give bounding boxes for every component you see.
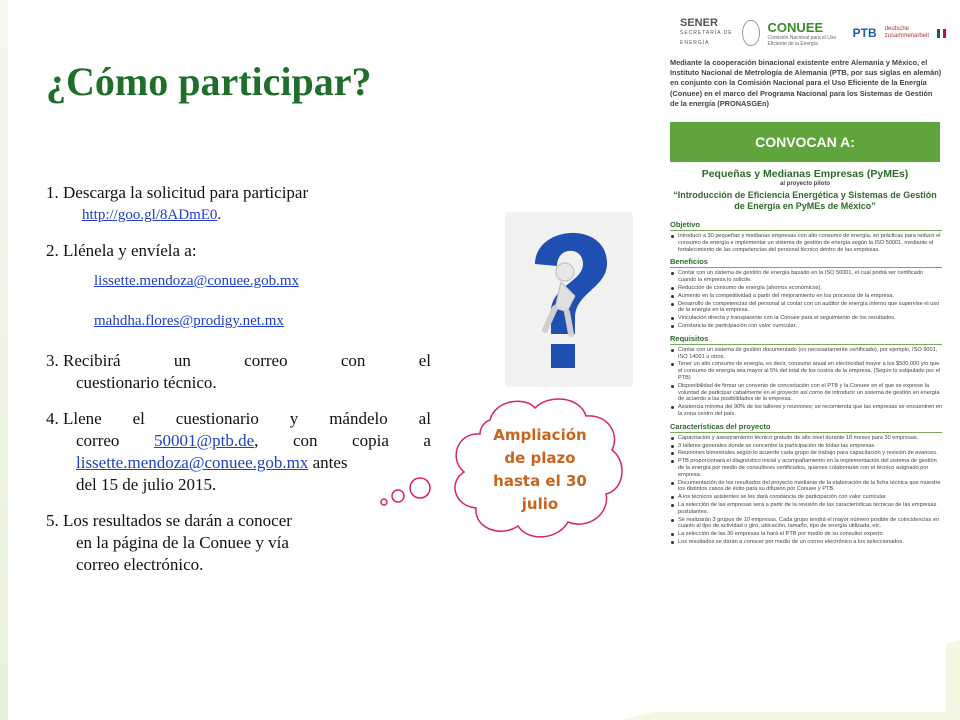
pymes-heading [670, 168, 940, 212]
mexico-seal-icon [742, 20, 759, 46]
list-item: Asistencia mínima del 90% de los talleres y reuniones; se recomienda que las empresas se encuentren en la zona centro del país. [678, 404, 942, 417]
step-1-period: . [217, 207, 222, 223]
list-item: Documentación de los resultados del proyecto mediante de la elaboración de la ficha técnica que muestre los distintos casos de éxito para su difusión por Conuee y PTB. [678, 479, 941, 493]
step-4-comma: , [254, 431, 259, 450]
email-link-lissette[interactable]: lissette.mendoza@conuee.gob.mx [94, 273, 300, 289]
list-item: Reducción de consumo de energía (ahorros económicos). [678, 285, 942, 292]
announcement-document [650, 8, 946, 712]
step-4-word: y [289, 409, 299, 428]
step-3 [46, 350, 431, 394]
step-3-word: con [340, 351, 366, 370]
step-4-word: cuestionario [175, 409, 259, 428]
callout-line-2: de plazo [504, 449, 576, 467]
sener-logo-text: SENER [680, 17, 718, 29]
list-item: A los técnicos asistentes se les dará constancia de participación con valor curricular. [678, 494, 942, 501]
section-objetivo [670, 220, 942, 253]
list-item: Los resultados se darán a conocer por medio de un correo electrónico a los seleccionados. [678, 539, 942, 546]
step-5 [46, 510, 431, 576]
step-2-text: Llénela y envíela a: [63, 241, 197, 260]
list-item: Tener un alto consumo de energía, es decir, consumo anual en electricidad mayor a los $500,000 y/o que el consumo de energía sea mayor al 5% del total de los costos de la empresa. (Según lo estipulado por el PTB) [678, 361, 941, 381]
step-4-word: a [423, 431, 431, 450]
logo-bar [650, 8, 946, 58]
callout-line-4: julio [521, 495, 559, 513]
list-item: La selección de las empresas será a partir de la revisión de las características técnicas de las empresas postulantes. [678, 502, 942, 516]
section-title: Beneficios [670, 257, 942, 268]
step-4-word: antes [312, 453, 348, 472]
step-5-line-2: en la página de la Conuee y vía [76, 533, 289, 552]
list-item: Reuniones bimestrales según lo acuerde cada grupo de trabajo para capacitación y revisión de avances. [678, 450, 942, 457]
list-item: Disponibilidad de firmar un convenio de concertación con el PTB y la Conuee en el que se exprese la voluntad de participar cabalmente en el proyecto así como de introducir un sistema de gestión en energía de acuerdo a las posibilidades de la empresa. [678, 383, 942, 403]
step-4-word: con [292, 431, 318, 450]
step-5-line-1: Los resultados se darán a conocer [63, 511, 292, 530]
question-mark-figure [505, 212, 633, 387]
step-1-text: Descarga la solicitud para participar [63, 183, 309, 202]
step-4-word: mándelo [329, 409, 388, 428]
convocan-banner: CONVOCAN A: [670, 122, 940, 162]
step-3-word: Recibirá [63, 351, 121, 370]
list-item: Se realizarán 3 grupos de 10 empresas. Cada grupo tendrá el mayor número posible de coincidencias en cuanto al tipo de actividad o giro, ubicación, tamaño, tipo de energía utilizada, etc. [678, 517, 942, 531]
step-3-number: 3. [46, 351, 59, 370]
email-link-mahdha[interactable]: mahdha.flores@prodigy.net.mx [94, 313, 284, 329]
steps-list [46, 182, 431, 590]
list-item: PTB proporcionará el diagnóstico inicial y acompañamiento en la implementación del sistema de gestión de la energía por medio de consultores certificados, quienes colaborarán con el técnico asignado por empresa. [678, 458, 942, 478]
list-item: Capacitación y asesoramiento técnico gratuito de alto nivel durante 18 meses para 30 empresas. [678, 435, 942, 442]
left-accent-bar [0, 0, 8, 720]
step-4-line-4: del 15 de julio 2015. [76, 475, 217, 494]
step-4-word: copia [352, 431, 389, 450]
section-title: Objetivo [670, 220, 942, 231]
list-item: Aumento en la competitividad a partir del mejoramiento en los procesos de la empresa. [678, 293, 942, 300]
step-3-line-2: cuestionario técnico. [76, 373, 217, 392]
step-1 [46, 182, 431, 226]
step-3-word: un [173, 351, 191, 370]
thought-bubbles-icon [354, 472, 434, 512]
section-beneficios [670, 257, 942, 329]
section-title: Requisitos [670, 334, 942, 345]
step-3-word: el [418, 351, 431, 370]
pymes-subtitle: al proyecto piloto [779, 181, 830, 187]
section-requisitos [670, 334, 942, 418]
step-4-word: al [418, 409, 431, 428]
step-5-line-3: correo electrónico. [76, 555, 204, 574]
list-item: Contar con un sistema de gestión de energía basado en la ISO 50001, el cual podrá ser certificado cuando la empresa lo solicite. [678, 270, 942, 284]
email-link-lissette-copy[interactable]: lissette.mendoza@conuee.gob.mx [76, 453, 309, 472]
email-link-ptb[interactable]: 50001@ptb.de [153, 431, 255, 450]
slide-title: ¿Cómo participar? [46, 59, 372, 104]
list-item: Introducir a 30 pequeñas y medianas empresas con alto consumo de energía, en prácticas para reducir el consumo de energía e implementar un sistema de gestión de energía según la ISO 50001, mediante el fortalecimiento de las competencias del personal técnico dentro de las empresas. [678, 233, 941, 253]
form-link[interactable]: http://goo.gl/8ADmE0 [82, 207, 218, 223]
mexico-flag-icon [937, 29, 946, 38]
sener-logo [680, 18, 734, 48]
step-1-number: 1. [46, 183, 59, 202]
conuee-logo-sub: Comisión Nacional para el Uso Eficiente de la Energía [767, 34, 837, 47]
program-title: “Introducción de Eficiencia Energética y Sistemas de Gestión de Energía en PyMEs de México” [673, 190, 937, 211]
list-item: Contar con un sistema de gestión documentado (no necesariamente certificado), por ejemplo, ISO 9001, ISO 14001 u otros. [678, 347, 942, 361]
giz-logo-line-1: deutsche [884, 26, 910, 32]
list-item: Vinculación directa y transparente con la Conuee para el seguimiento de los resultados. [678, 315, 942, 322]
conuee-logo-text: CONUEE [767, 19, 824, 35]
list-item: Constancia de participación con valor curricular. [678, 323, 942, 330]
callout-line-3: hasta el 30 [493, 472, 587, 490]
intro-paragraph: Mediante la cooperación binacional existente entre Alemania y México, el Instituto Nacional de Metrología de Alemania (PTB, por sus siglas en alemán) en conjunto con la Comisión Nacional para el Uso Eficiente de la Energía (Conuee) en el marco del Programa Nacional para los Sistemas de Gestión de la energía (PRONASGEn) [670, 58, 942, 108]
question-mark-icon [505, 212, 633, 387]
sener-logo-sub: SECRETARÍA DE ENERGÍA [680, 30, 733, 46]
step-4-word: correo [76, 431, 120, 450]
conuee-logo [768, 20, 845, 47]
giz-logo [885, 26, 929, 40]
section-title: Características del proyecto [670, 422, 942, 433]
pymes-title: Pequeñas y Medianas Empresas (PyMEs) [701, 168, 909, 180]
step-2 [46, 240, 431, 332]
step-2-number: 2. [46, 241, 59, 260]
document-sections [670, 220, 942, 550]
step-4-number: 4. [46, 409, 59, 428]
giz-logo-line-2: zusammenarbeit [884, 33, 930, 39]
section-caracteristicas [670, 422, 942, 546]
step-5-number: 5. [46, 511, 59, 530]
step-4-word: el [132, 409, 145, 428]
step-4-word: Llene [63, 409, 102, 428]
list-item: Desarrollo de competencias del personal al contar con un auditor de energía interno que supervise el uso de la energía en la empresa. [678, 301, 942, 315]
callout-line-1: Ampliación [493, 426, 587, 444]
list-item: 3 talleres generales donde se concentre la participación de todas las empresas. [678, 443, 942, 450]
step-3-word: correo [244, 351, 288, 370]
deadline-callout [440, 390, 640, 550]
ptb-logo: PTB [852, 26, 877, 40]
list-item: La selección de las 30 empresas la hará el PTB por medio de su consultor experto. [678, 531, 942, 538]
